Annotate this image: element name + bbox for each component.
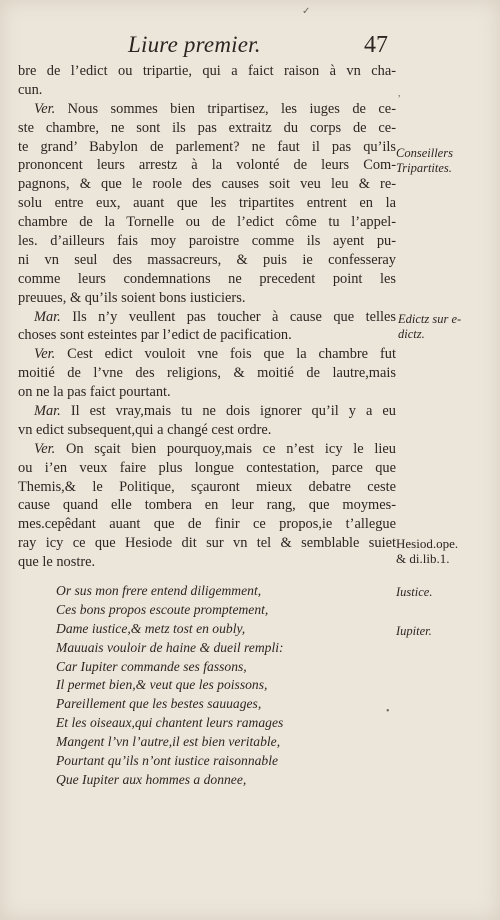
text-line: ste chambre, ne sont ils pas extraitz du corps de ce- (18, 119, 396, 136)
prose-text (18, 62, 396, 572)
speaker-line: Ver. Cest edict vouloit vne fois que la chambre fut (34, 346, 396, 363)
text-line: Themis,& le Politique, sçauront mieux debatre ceste (18, 478, 396, 495)
margin-note-hesiod: Hesiod.ope. & di.lib.1. (396, 536, 459, 566)
speaker-label: Ver. (34, 346, 56, 363)
verse-line: Il permet bien,& veut que les poissons, (56, 677, 268, 693)
text-line: ray icy ce que Hesiode dit sur vn tel & semblable suiet (18, 535, 396, 552)
text-line: chambre de la Tornelle ou de l’edict côme tu l’appel- (18, 214, 396, 231)
text-line: cause quand elle tombera en leur rang, que moymes- (18, 497, 396, 514)
speaker-line: Mar. Ils n’y veullent pas toucher à cause que telles (34, 308, 396, 325)
verse-line: Pourtant qu’ils n’ont iustice raisonnable (56, 753, 279, 769)
page-number: 47 (364, 32, 388, 58)
text-line: les. d’ailleurs fais moy paroistre comme ils ayent pu- (18, 233, 396, 250)
text-line: mes.cepêdant auant que de finir ce propos,ie t’allegue (18, 516, 396, 533)
page-header (0, 32, 500, 66)
text-line: preuues, & qu’ils soient bons iusticiers. (18, 289, 246, 306)
verse-line: Or sus mon frere entend diligemment, (56, 583, 262, 598)
speaker-label: Mar. (34, 308, 61, 325)
margin-note-conseillers: Conseillers Tripartites. (396, 146, 453, 175)
text-line: comme leurs condemnations ne precedent point les (18, 270, 396, 287)
verse-line: Mangent l’vn l’autre,il est bien veritable, (56, 734, 281, 750)
verse-block (56, 582, 356, 790)
margin-note-iustice: Iustice. (396, 585, 433, 599)
print-speck-mark: , (398, 88, 401, 99)
verse-line: Car Iupiter commande ses fassons, (56, 658, 247, 674)
text-line: choses sont esteintes par l’edict de pacification. (18, 327, 292, 344)
speaker-line: Mar. Il est vray,mais tu ne dois ignorer qu’il y a eu (34, 403, 396, 420)
text-line: bre de l’edict ou tripartie, qui a faict raison à vn cha- (18, 63, 396, 79)
text-line: ni vn seul des massacreurs, & puis ie confesseray (18, 251, 396, 268)
text-line: solu entre eux, auant que les tripartites entrent en la (18, 195, 396, 212)
text-line: cun. (18, 81, 43, 98)
speaker-line: Ver. On sçait bien pourquoy,mais ce n’est icy le lieu (34, 440, 396, 457)
print-speck-mark: • (386, 706, 390, 717)
margin-note-edicts: Edictz sur e- dictz. (398, 312, 462, 341)
text-line: on ne la pas faict pourtant. (18, 384, 171, 401)
verse-line: Dame iustice,& metz tost en oubly, (56, 620, 246, 636)
speaker-label: Ver. (34, 440, 56, 457)
verse-line: Et les oiseaux,qui chantent leurs ramages (56, 715, 284, 731)
verse-line: Que Iupiter aux hommes a donnee, (56, 771, 247, 787)
text-line: prononcent leurs arrestz à la volonté de leurs Com- (18, 157, 396, 174)
print-speck-mark: ✓ (302, 6, 311, 17)
speaker-line: Ver. Nous sommes bien tripartisez, les iuges de ce- (34, 100, 396, 117)
verse-line: Pareillement que les bestes sauuages, (56, 696, 262, 712)
margin-note-iupiter: Iupiter. (396, 624, 432, 638)
text-line: vn edict subsequent,qui a changé cest ordre. (18, 421, 272, 438)
text-line: moitié de l’vne des religions, & moitié de lautre,mais (18, 365, 396, 382)
verse-line: Mauuais vouloir de haine & dueil rempli: (56, 639, 284, 655)
running-title: Liure premier. (128, 32, 261, 57)
text-line: te grand’ Babylon de parlement? ne faut il pas qu’ils (18, 138, 396, 155)
text-line: ou i’en veux faire plus longue contestation, parce que (18, 459, 396, 476)
speaker-label: Ver. (34, 100, 56, 117)
verse-line: Ces bons propos escoute promptement, (56, 601, 269, 617)
speaker-label: Mar. (34, 403, 61, 420)
text-line: que le nostre. (18, 554, 96, 571)
text-line: pagnons, & que le roole des causes soit veu leu & re- (18, 176, 396, 193)
